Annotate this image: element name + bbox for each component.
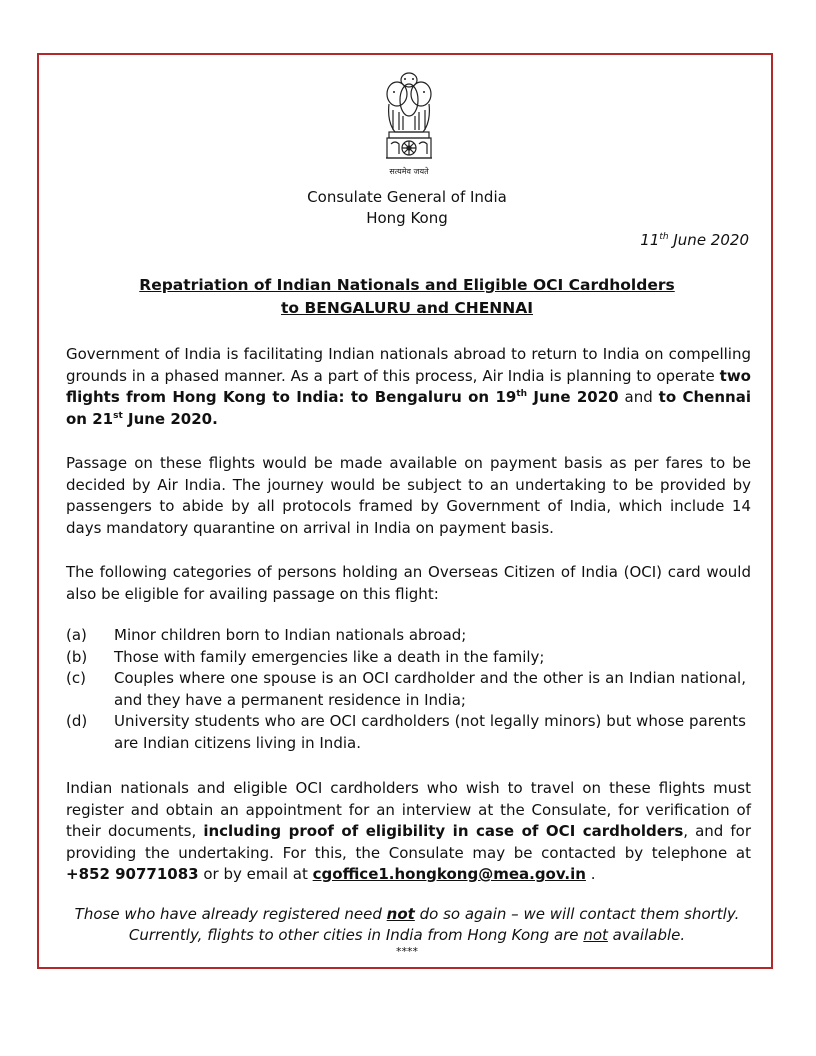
consulate-name: [37, 187, 777, 229]
p4-bold: including proof of eligibility in case of OCI cardholders: [203, 822, 684, 840]
list-item: (d) University students who are OCI cardholders (not legally minors) but whose parents are Indian citizens living in India.: [66, 712, 746, 752]
p2-text: Passage on these flights would be made available on payment basis as per fares to be decided by Air India. The journey would be subject to an undertaking to be provided by passengers to abide by all protocols framed by Government of India, which include 14 days mandatory quarantine on arrival in India on payment basis.: [66, 454, 751, 537]
p4-text-4: .: [585, 865, 596, 883]
p1-bold-2: to Chennai on 21st June 2020.: [66, 388, 751, 428]
p1-bold-1: two flights from Hong Kong to India: to Bengaluru on 19th June 2020: [66, 366, 751, 406]
email-link[interactable]: cgoffice1.hongkong@mea.gov.in: [312, 865, 586, 883]
end-marker: ****: [396, 945, 418, 958]
p1-text-2: and: [618, 388, 659, 406]
document-title: [37, 274, 777, 320]
closing-note: [37, 904, 777, 958]
org-line-1: Consulate General of India: [307, 188, 507, 206]
emblem-caption: सत्यमेव जयते: [389, 167, 429, 176]
list-item: (b) Those with family emergencies like a death in the family;: [66, 647, 545, 666]
eligibility-list: [66, 625, 746, 754]
list-item: (c) Couples where one spouse is an OCI cardholder and the other is an Indian national, and they have a permanent residence in India;: [66, 669, 746, 709]
paragraph-3: [66, 562, 751, 605]
p1-text-1: Government of India is facilitating Indian nationals abroad to return to India on compelling grounds in a phased manner. As a part of this process, Air India is planning to operate: [66, 345, 751, 385]
p4-text-3: or by email at: [198, 865, 313, 883]
p4-text-1: Indian nationals and eligible OCI cardholders who wish to travel on these flights must register and obtain an appointment for an interview at the Consulate, for verification of their documents,: [66, 779, 751, 840]
date-day: 11: [640, 231, 660, 249]
note-line-1: Those who have already registered need not do so again – we will contact them shortly.: [74, 905, 740, 923]
p4-text-2: , and for providing the undertaking. For this, the Consulate may be contacted by telephone at: [66, 822, 751, 862]
paragraph-2: [66, 453, 751, 539]
p3-text: The following categories of persons holding an Overseas Citizen of India (OCI) card would also be eligible for availing passage on this flight:: [66, 563, 751, 603]
national-emblem-icon: [383, 70, 435, 178]
note-line-2: Currently, flights to other cities in India from Hong Kong are not available.: [128, 926, 686, 944]
org-line-2: Hong Kong: [366, 209, 448, 227]
title-line-1: Repatriation of Indian Nationals and Eligible OCI Cardholders: [139, 276, 675, 294]
list-item: (a) Minor children born to Indian nationals abroad;: [66, 626, 467, 644]
date-rest: June 2020: [668, 231, 749, 249]
date-sup: th: [659, 232, 669, 242]
paragraph-4: [66, 778, 751, 886]
paragraph-1: [66, 344, 751, 430]
document-date: [640, 231, 749, 249]
telephone-number[interactable]: +852 90771083: [66, 865, 199, 883]
title-line-2: to BENGALURU and CHENNAI: [280, 299, 533, 317]
